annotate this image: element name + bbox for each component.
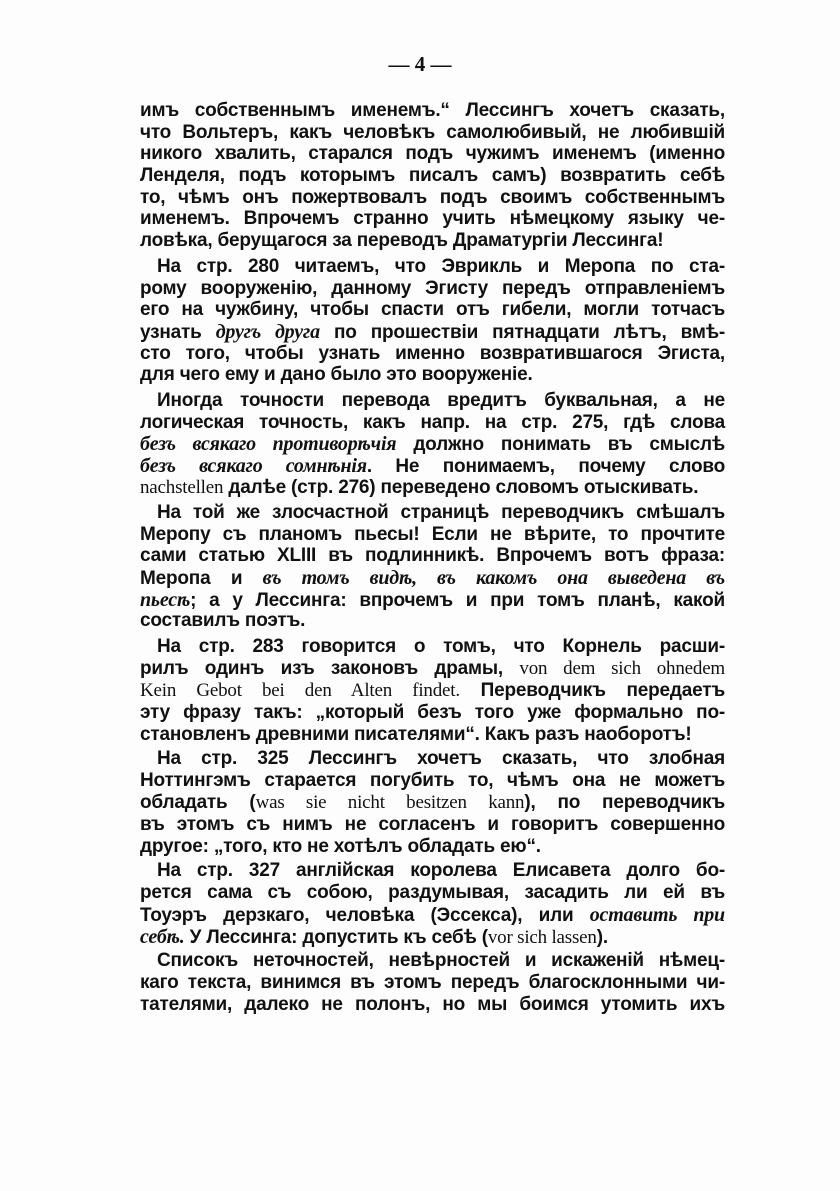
text-segment: другое: „того, кто не хотѣлъ обладать ею“. xyxy=(140,836,541,857)
text-line xyxy=(140,455,725,478)
text-segment: по прошествіи пятнадцати лѣтъ, вмѣ- xyxy=(319,322,725,343)
text-line xyxy=(140,724,725,746)
page-number: — 4 — xyxy=(388,52,452,76)
text-segment: На стр. 325 Лессингъ хочетъ сказать, что злобная xyxy=(157,748,725,769)
text-line xyxy=(140,230,725,252)
text-segment: составилъ поэтъ. xyxy=(140,610,306,631)
text-line xyxy=(140,836,725,858)
german-text: nachstellen xyxy=(140,477,224,498)
text-segment: далѣе (стр. 276) переведено словомъ отыскивать. xyxy=(223,477,699,498)
text-line xyxy=(140,412,725,434)
text-segment: На стр. 327 англійская королева Елисавета долго бо- xyxy=(157,860,725,881)
text-line xyxy=(157,390,725,412)
text-line xyxy=(157,950,725,972)
text-segment: . Не понимаемъ, почему слово xyxy=(366,456,725,477)
text-line xyxy=(140,321,725,344)
text-segment: эту фразу такъ: „который безъ того уже формально по- xyxy=(140,702,725,723)
text-line xyxy=(140,364,725,386)
text-segment: Переводчикъ передаетъ xyxy=(459,680,725,701)
italic-text: другъ друга xyxy=(215,321,320,343)
text-segment: Тоуэръ дерзкаго, человѣка (Эссекса), или xyxy=(140,905,590,926)
text-segment: рому вооруженію, данному Эгисту передъ отправленіемъ xyxy=(140,278,725,299)
text-segment: На стр. 283 говорится о томъ, что Корнель расши- xyxy=(157,636,725,657)
text-segment: обладать ( xyxy=(140,792,256,813)
text-line xyxy=(140,208,725,230)
text-segment: На той же злосчастной страницѣ переводчикъ смѣшалъ xyxy=(157,502,725,523)
text-line xyxy=(140,343,725,365)
text-segment: ловѣка, берущагося за переводъ Драматургіи Лессинга! xyxy=(140,230,664,251)
text-line xyxy=(157,748,725,770)
text-segment: для чего ему и дано было это вооруженіе. xyxy=(140,364,533,385)
text-segment: Меропу съ планомъ пьесы! Если не вѣрите, то прочтите xyxy=(140,524,725,545)
text-line xyxy=(140,994,725,1016)
text-line xyxy=(140,433,725,456)
text-segment: Списокъ неточностей, невѣрностей и искаженій нѣмец- xyxy=(157,950,725,971)
text-line xyxy=(140,610,725,632)
text-segment: должно понимать въ смыслѣ xyxy=(396,434,725,455)
text-segment: каго текста, винимся въ этомъ передъ благосклонными чи- xyxy=(140,972,725,993)
text-segment: сто того, чтобы узнать именно возвратившагося Эгиста, xyxy=(140,343,725,364)
text-line xyxy=(140,770,725,792)
text-line xyxy=(140,165,725,187)
text-line xyxy=(140,278,725,300)
text-segment: становленъ древними писателями“. Какъ разъ наоборотъ! xyxy=(140,724,692,745)
text-line xyxy=(140,972,725,994)
text-segment: сами статью XLIII въ подлинникѣ. Впрочемъ вотъ фраза: xyxy=(140,545,725,566)
text-line xyxy=(140,187,725,209)
italic-text: безъ всякаго сомнѣнія xyxy=(140,455,367,477)
text-line xyxy=(140,814,725,836)
text-line xyxy=(140,545,725,567)
text-segment: Ленделя, подъ которымъ писалъ самъ) возвратить себѣ xyxy=(140,165,725,186)
italic-text: пьесѣ xyxy=(140,589,191,611)
text-line xyxy=(140,882,725,904)
text-segment: то, чѣмъ онъ пожертвовалъ подъ своимъ собственнымъ xyxy=(140,187,725,208)
german-text: was sie nicht besitzen kann xyxy=(255,792,525,813)
text-segment: никого хвалить, старался подъ чужимъ именемъ (именно xyxy=(140,143,725,164)
german-text: von dem sich ohnedem xyxy=(519,658,726,679)
text-line xyxy=(140,926,725,949)
text-segment: ; а у Лессинга: впрочемъ и при томъ планѣ, какой xyxy=(190,590,725,611)
text-segment: узнать xyxy=(140,322,216,343)
text-segment: въ этомъ съ нимъ не согласенъ и говоритъ совершенно xyxy=(140,814,725,835)
text-segment: рилъ одинъ изъ законовъ драмы, xyxy=(140,658,520,679)
text-line xyxy=(140,299,725,321)
text-segment: имъ собственнымъ именемъ.“ Лессингъ хочетъ сказать, xyxy=(140,100,725,121)
italic-text: себѣ. xyxy=(140,926,185,948)
text-line xyxy=(140,702,725,724)
italic-text: безъ всякаго противорѣчія xyxy=(140,433,397,455)
text-line xyxy=(140,680,725,702)
text-line xyxy=(157,502,725,524)
text-line xyxy=(157,256,725,278)
text-segment: его на чужбину, чтобы спасти отъ гибели, могли тотчасъ xyxy=(140,299,725,320)
text-segment: Меропа и xyxy=(140,568,263,589)
text-segment: именемъ. Впрочемъ странно учить нѣмецкому языку че- xyxy=(140,208,725,229)
text-line xyxy=(140,143,725,165)
text-line xyxy=(140,122,725,144)
text-line xyxy=(157,636,725,658)
text-segment: На стр. 280 читаемъ, что Эврикль и Меропа по ста- xyxy=(157,256,725,277)
text-segment: что Вольтеръ, какъ человѣкъ самолюбивый, не любившій xyxy=(140,122,725,143)
text-line xyxy=(140,904,725,927)
text-line xyxy=(140,524,725,546)
italic-text: въ томъ видѣ, въ какомъ она выведена въ xyxy=(262,567,725,589)
text-line xyxy=(140,567,725,590)
text-segment: Иногда точности перевода вредитъ буквальная, а не xyxy=(157,390,725,411)
text-segment: рется сама съ собою, раздумывая, засадить ли ей въ xyxy=(140,882,725,903)
text-segment: Ноттингэмъ старается погубить то, чѣмъ она не можетъ xyxy=(140,770,725,791)
text-segment: тателями, далеко не полонъ, но мы боимся утомить ихъ xyxy=(140,994,725,1015)
text-segment: ). xyxy=(596,927,608,948)
text-segment: У Лессинга: допустить къ себѣ ( xyxy=(184,927,488,948)
italic-text: оставить при xyxy=(589,904,725,926)
german-text: Kein Gebot bei den Alten findet. xyxy=(140,680,460,701)
text-line xyxy=(157,860,725,882)
text-segment: ), по переводчикъ xyxy=(524,792,725,813)
text-line xyxy=(140,792,725,814)
text-line xyxy=(140,589,725,612)
text-line xyxy=(140,477,725,499)
german-text: vor sich lassen xyxy=(487,927,597,948)
text-line xyxy=(140,100,725,122)
text-segment: логическая точность, какъ напр. на стр. 275, гдѣ слова xyxy=(140,412,725,433)
text-line xyxy=(140,658,725,680)
